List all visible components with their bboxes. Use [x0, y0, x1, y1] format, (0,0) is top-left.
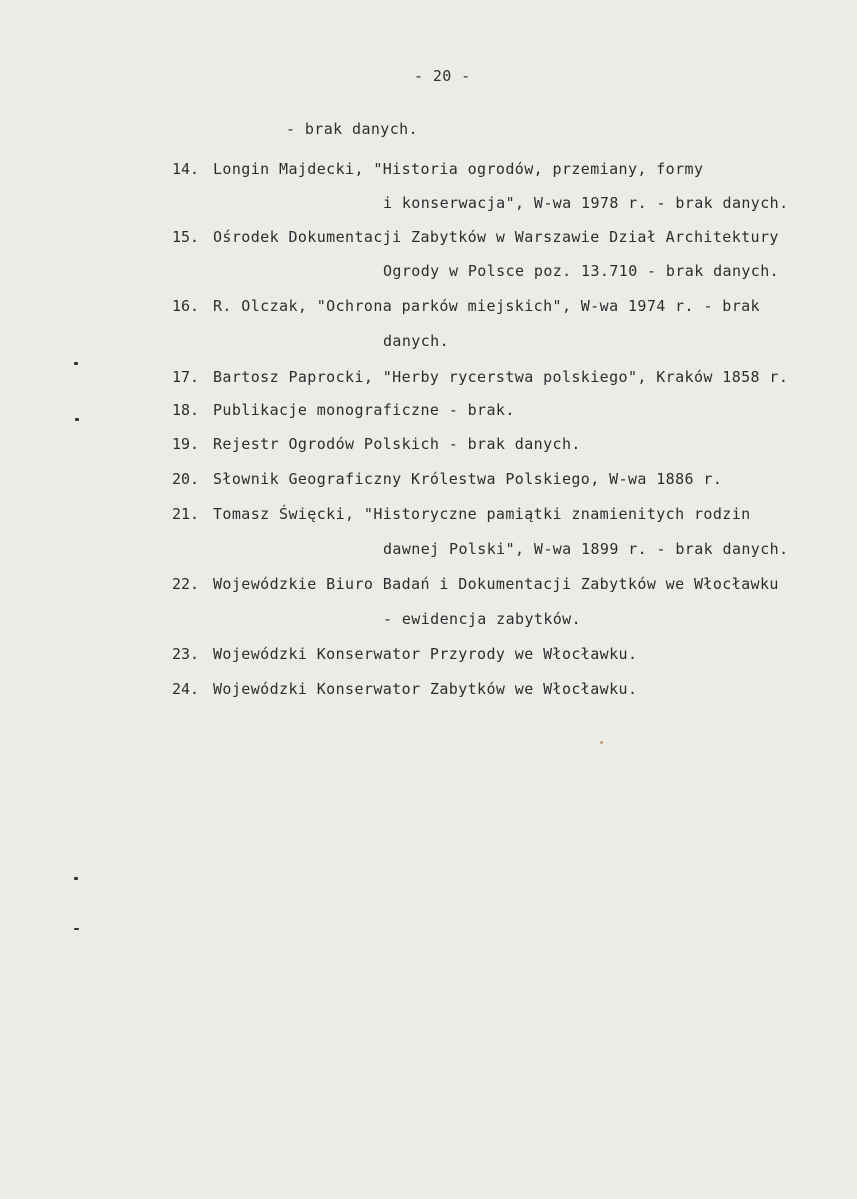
entry-line: danych. — [383, 332, 450, 350]
entry-line: i konserwacja", W-wa 1978 r. - brak danych. — [383, 194, 789, 212]
entry-number: 24. — [172, 680, 200, 698]
entry-line: Ogrody w Polsce poz. 13.710 - brak danych. — [383, 262, 780, 280]
entry-line: Tomasz Święcki, "Historyczne pamiątki znamienitych rodzin — [213, 505, 751, 523]
margin-mark — [74, 362, 78, 365]
margin-mark — [75, 418, 79, 421]
paper-speck — [600, 741, 603, 744]
entry-number: 19. — [172, 435, 200, 453]
entry-number: 18. — [172, 401, 200, 419]
page-number: - 20 - — [414, 67, 471, 85]
entry-number: 17. — [172, 368, 200, 386]
entry-line: - ewidencja zabytków. — [383, 610, 582, 628]
margin-mark — [74, 928, 79, 930]
margin-mark — [74, 877, 78, 880]
entry-line: Słownik Geograficzny Królestwa Polskiego, W-wa 1886 r. — [213, 470, 723, 488]
entry-line: dawnej Polski", W-wa 1899 r. - brak danych. — [383, 540, 789, 558]
entry-number: 22. — [172, 575, 200, 593]
entry-line: R. Olczak, "Ochrona parków miejskich", W-wa 1974 r. - brak — [213, 297, 760, 315]
entry-line: Longin Majdecki, "Historia ogrodów, przemiany, formy — [213, 160, 704, 178]
entry-line: Bartosz Paprocki, "Herby rycerstwa polskiego", Kraków 1858 r. — [213, 368, 789, 386]
entry-line: Wojewódzki Konserwator Przyrody we Włocławku. — [213, 645, 638, 663]
entry-line: Ośrodek Dokumentacji Zabytków w Warszawie Dział Architektury — [213, 228, 779, 246]
intro-line: - brak danych. — [286, 120, 419, 138]
entry-number: 23. — [172, 645, 200, 663]
entry-number: 14. — [172, 160, 200, 178]
entry-number: 20. — [172, 470, 200, 488]
entry-line: Rejestr Ogrodów Polskich - brak danych. — [213, 435, 581, 453]
entry-line: Publikacje monograficzne - brak. — [213, 401, 515, 419]
entry-line: Wojewódzkie Biuro Badań i Dokumentacji Zabytków we Włocławku — [213, 575, 779, 593]
entry-number: 16. — [172, 297, 200, 315]
entry-number: 15. — [172, 228, 200, 246]
entry-number: 21. — [172, 505, 200, 523]
entry-line: Wojewódzki Konserwator Zabytków we Włocławku. — [213, 680, 638, 698]
